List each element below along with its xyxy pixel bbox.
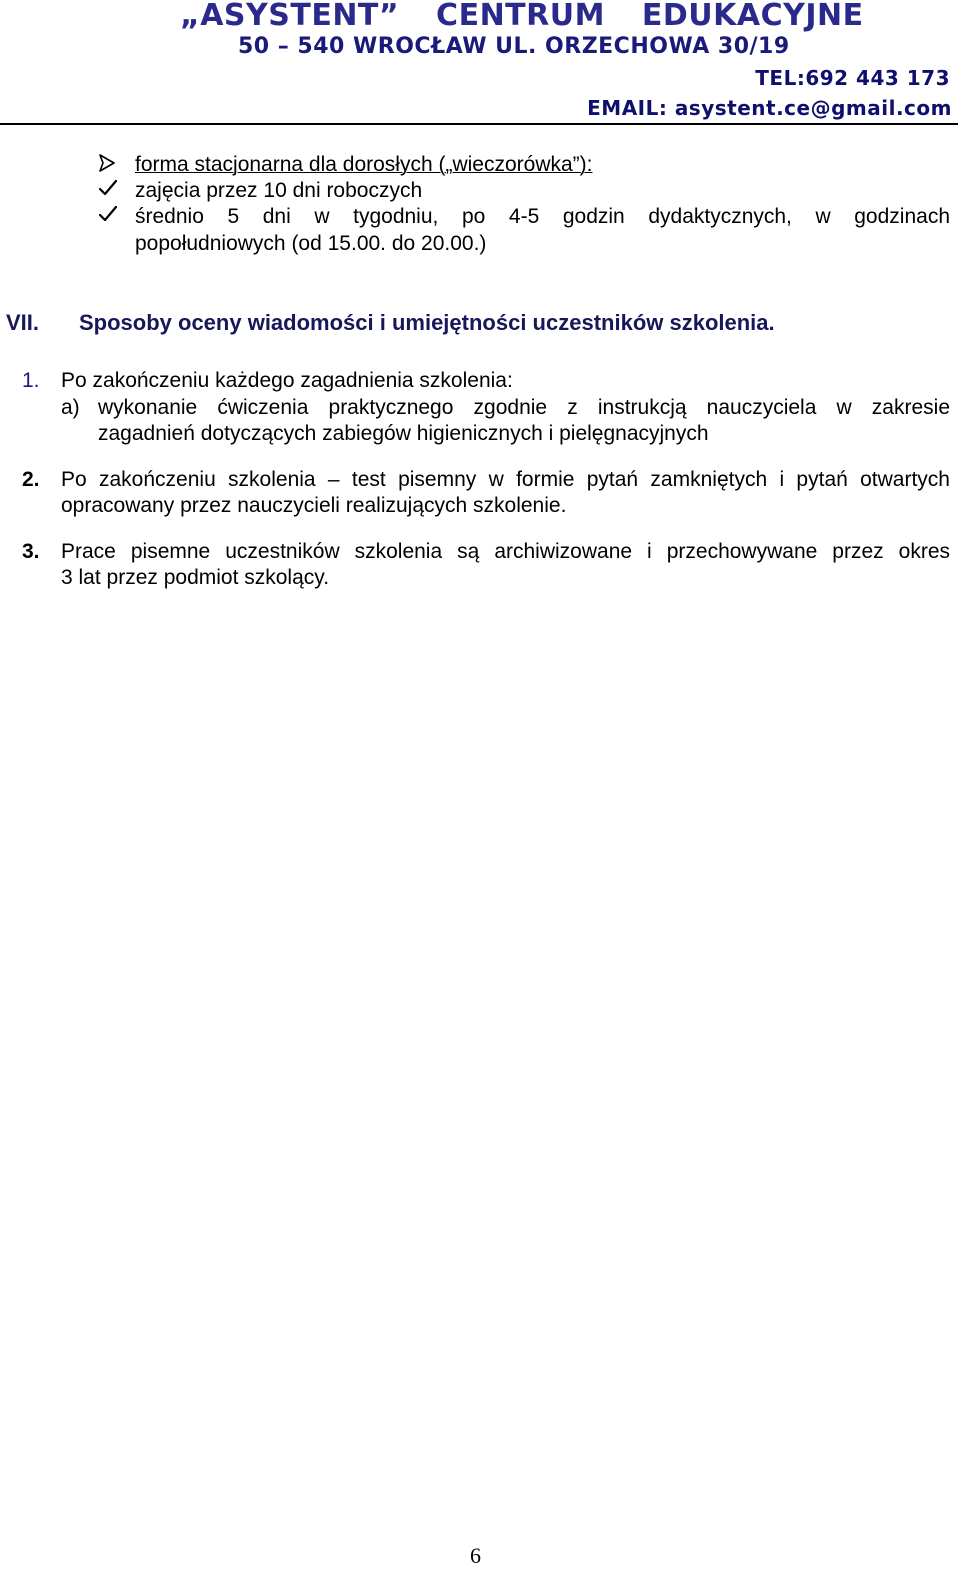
sub-item-a-line2: zagadnień dotyczących zabiegów higienicznych i pielęgnacyjnych (98, 422, 709, 445)
bullet-srednio-line2: popołudniowych (od 15.00. do 20.00.) (135, 232, 487, 255)
list-number-1: 1. (22, 369, 40, 392)
header-title: „ASYSTENT” CENTRUM EDUKACYJNE (180, 0, 864, 33)
page-number: 6 (470, 1543, 481, 1568)
list-item-2-line1: Po zakończeniu szkolenia – test pisemny w formie pytań zamkniętych i pytań otwartych (61, 468, 950, 491)
header-phone: TEL:692 443 173 (755, 66, 950, 90)
list-number-2: 2. (22, 468, 40, 491)
header-address: 50 – 540 WROCŁAW UL. ORZECHOWA 30/19 (238, 34, 790, 59)
list-number-3: 3. (22, 540, 40, 563)
header-email: EMAIL: asystent.ce@gmail.com (587, 96, 952, 120)
check-icon (98, 204, 118, 230)
section-number: VII. (6, 310, 40, 335)
list-item-2-line2: opracowany przez nauczycieli realizujących szkolenie. (61, 494, 567, 517)
list-item-1: Po zakończeniu każdego zagadnienia szkolenia: (61, 369, 513, 392)
check-icon (98, 178, 118, 204)
bullet-srednio-line1: średnio 5 dni w tygodniu, po 4-5 godzin dydaktycznych, w godzinach (135, 205, 950, 228)
header-divider (0, 123, 958, 125)
sub-item-a-line1: wykonanie ćwiczenia praktycznego zgodnie z instrukcją nauczyciela w zakresie (98, 396, 950, 419)
list-item-3-line1: Prace pisemne uczestników szkolenia są archiwizowane i przechowywane przez okres (61, 540, 950, 563)
sub-item-a-label: a) (61, 396, 80, 419)
arrow-bullet-icon (98, 153, 116, 179)
list-item-3-line2: 3 lat przez podmiot szkolący. (61, 566, 330, 589)
bullet-zajecia: zajęcia przez 10 dni roboczych (135, 179, 423, 202)
section-title: Sposoby oceny wiadomości i umiejętności uczestników szkolenia. (79, 310, 775, 335)
bullet-forma-stacjonarna: forma stacjonarna dla dorosłych („wieczorówka”): (135, 153, 593, 176)
